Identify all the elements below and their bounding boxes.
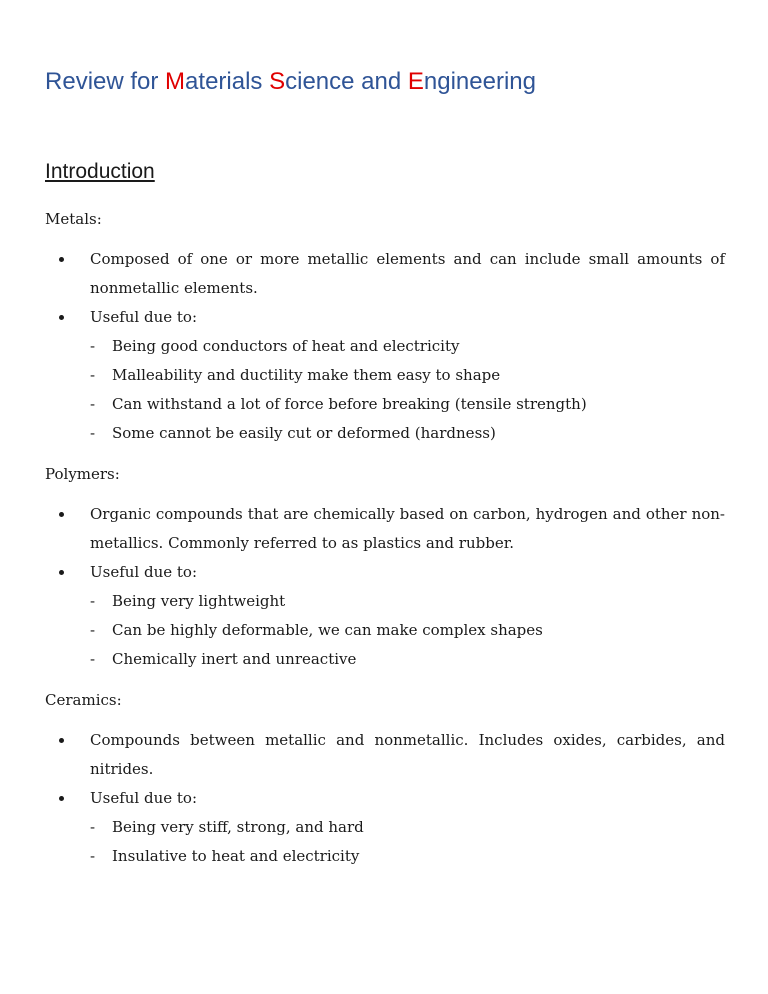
section-heading-introduction: Introduction	[45, 160, 155, 183]
dash-marker: -	[90, 337, 96, 355]
dash-marker: -	[90, 847, 96, 865]
dash-marker: -	[90, 366, 96, 384]
sub-list	[90, 332, 725, 448]
title-initial-r: R	[45, 68, 63, 95]
group-label-ceramics: Ceramics:	[45, 691, 122, 709]
sub-list	[90, 813, 725, 871]
bullet-item	[45, 726, 725, 784]
sub-item-text: Malleability and ductility make them easy to shape	[112, 366, 501, 384]
dash-marker: -	[90, 424, 96, 442]
group-label-metals: Metals:	[45, 210, 102, 228]
bullet-item	[45, 303, 725, 448]
sub-item	[90, 419, 725, 448]
group-label-polymers: Polymers:	[45, 465, 120, 483]
dash-marker: -	[90, 818, 96, 836]
sub-list	[90, 587, 725, 674]
sub-item-text: Some cannot be easily cut or deformed (hardness)	[112, 424, 496, 442]
bullet-list-ceramics	[45, 726, 725, 871]
bullet-text: Organic compounds that are chemically based on carbon, hydrogen and other non-metallics. Commonly referred to as plastics and rubber.	[90, 505, 725, 552]
dash-marker: -	[90, 621, 96, 639]
sub-item	[90, 842, 725, 871]
sub-item-text: Insulative to heat and electricity	[112, 847, 360, 865]
sub-item	[90, 332, 725, 361]
dash-marker: -	[90, 592, 96, 610]
bullet-text: Compounds between metallic and nonmetallic. Includes oxides, carbides, and nitrides.	[90, 731, 725, 778]
bullet-item	[45, 500, 725, 558]
sub-item-text: Being good conductors of heat and electricity	[112, 337, 460, 355]
title-part-science: cience and	[285, 68, 408, 95]
title-initial-m: M	[165, 68, 186, 95]
bullet-dot-icon	[59, 257, 64, 262]
bullet-text: Useful due to:	[90, 308, 198, 326]
title-part-engineering: ngineering	[423, 68, 536, 95]
sub-item	[90, 361, 725, 390]
sub-item-text: Being very stiff, strong, and hard	[112, 818, 364, 836]
dash-marker: -	[90, 395, 96, 413]
bullet-list-metals	[45, 245, 725, 448]
bullet-text: Useful due to:	[90, 563, 198, 581]
document-title	[45, 68, 536, 96]
sub-item	[90, 616, 725, 645]
sub-item-text: Being very lightweight	[112, 592, 286, 610]
bullet-item	[45, 558, 725, 674]
dash-marker: -	[90, 650, 96, 668]
bullet-text: Useful due to:	[90, 789, 198, 807]
bullet-text: Composed of one or more metallic elements and can include small amounts of nonmetallic elements.	[90, 250, 725, 297]
sub-item-text: Chemically inert and unreactive	[112, 650, 357, 668]
bullet-dot-icon	[59, 512, 64, 517]
sub-item-text: Can withstand a lot of force before breaking (tensile strength)	[112, 395, 587, 413]
bullet-item	[45, 784, 725, 871]
title-initial-s: S	[269, 68, 286, 95]
title-initial-e: E	[407, 68, 424, 95]
title-part-review: eview for	[62, 68, 166, 95]
sub-item	[90, 587, 725, 616]
sub-item	[90, 645, 725, 674]
sub-item-text: Can be highly deformable, we can make complex shapes	[112, 621, 543, 639]
bullet-item	[45, 245, 725, 303]
section-content	[45, 205, 725, 883]
bullet-dot-icon	[59, 315, 64, 320]
bullet-dot-icon	[59, 738, 64, 743]
sub-item	[90, 390, 725, 419]
bullet-dot-icon	[59, 796, 64, 801]
sub-item	[90, 813, 725, 842]
title-part-materials: aterials	[185, 68, 270, 95]
bullet-list-polymers	[45, 500, 725, 674]
bullet-dot-icon	[59, 570, 64, 575]
